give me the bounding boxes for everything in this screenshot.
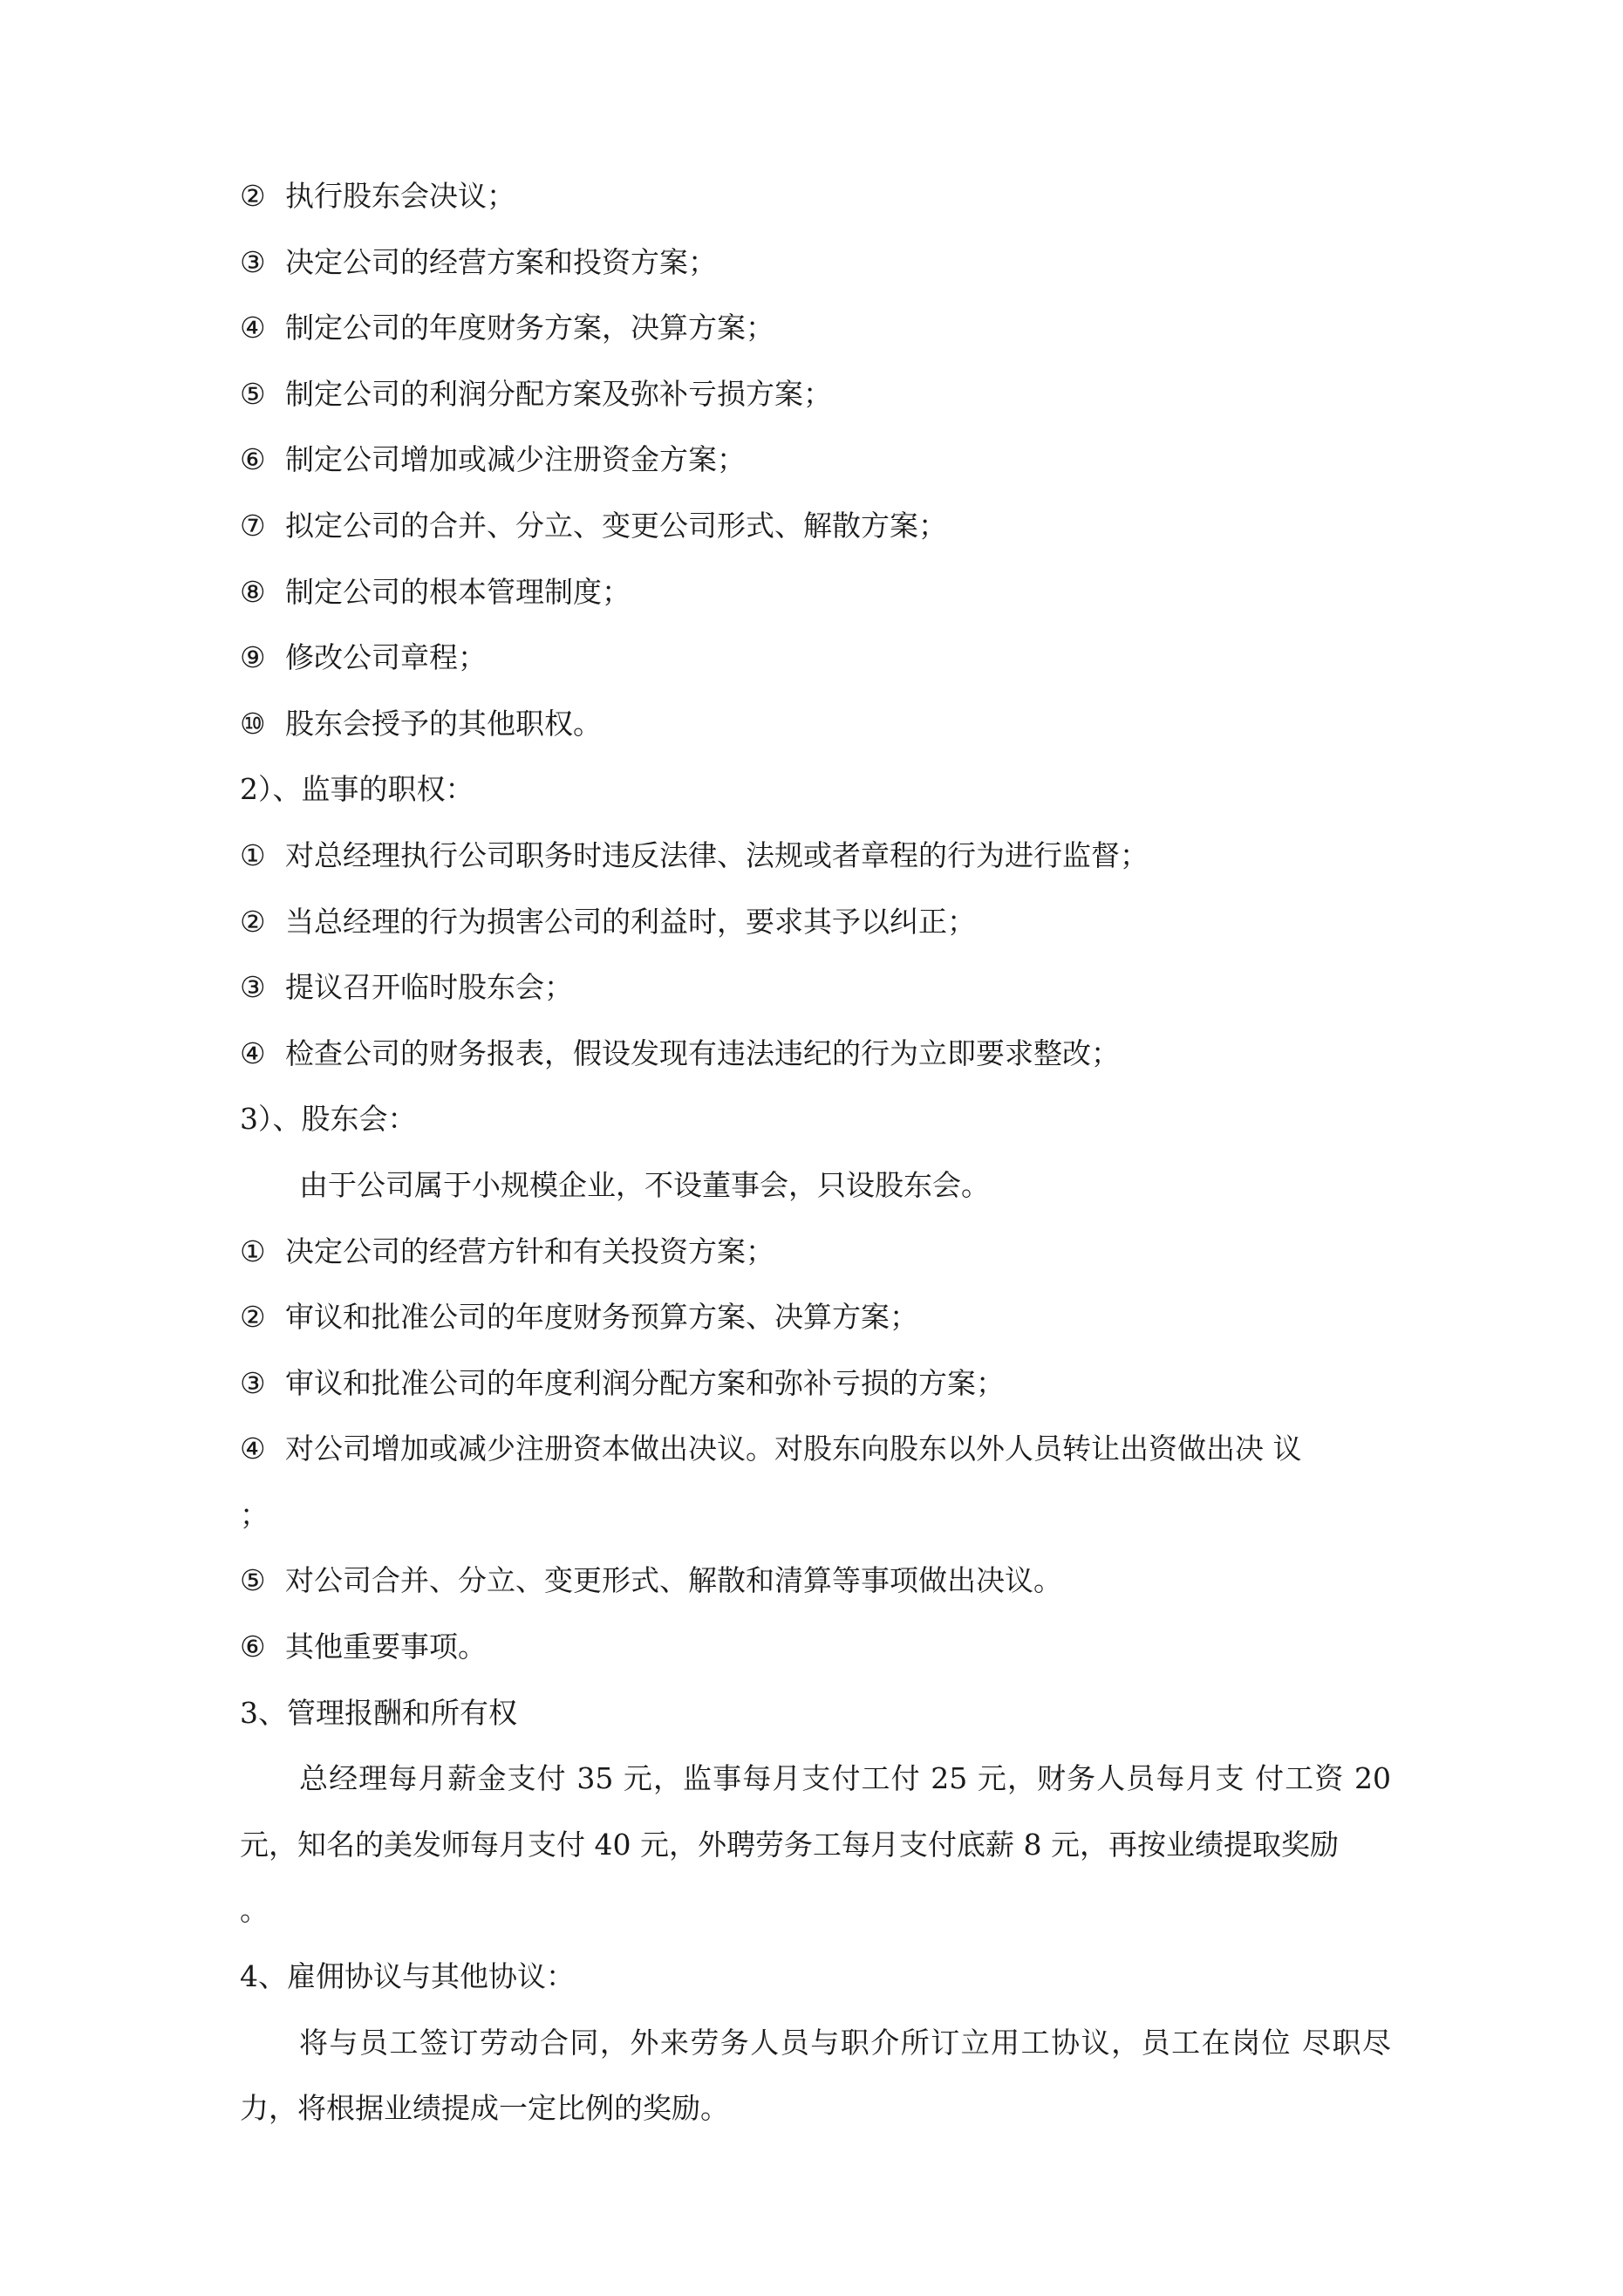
section-heading: 3）、股东会： [240,1102,417,1137]
list-item [240,442,1391,477]
list-item [240,1366,1391,1401]
list-item [240,1630,1391,1664]
list-item-text: 对公司增加或减少注册资本做出决议。对股东向股东以外人员转让出资做出决 议 [285,1432,1302,1466]
body-paragraph: 将与员工签订劳动合同，外来劳务人员与职介所订立用工协议，员工在岗位 尽职尽力，将根据业绩提成一定比例的奖励。 [240,2025,1391,2126]
list-marker: ④ [240,1035,266,1070]
list-item-text: 决定公司的经营方针和有关投资方案； [285,1233,774,1268]
list-item-text: 股东会授予的其他职权。 [285,706,602,741]
list-item-text: 执行股东会决议； [285,179,515,213]
list-item [240,905,1391,940]
list-item-text: 对总经理执行公司职务时违反法律、法规或者章程的行为进行监督； [285,837,1149,872]
list-item-text: 拟定公司的合并、分立、变更公司形式、解散方案； [285,508,947,543]
list-item-text: 制定公司的利润分配方案及弥补亏损方案； [285,376,832,411]
list-marker: ② [240,1300,266,1335]
list-item-text: 提议召开临时股东会； [285,970,573,1005]
list-item [240,179,1391,214]
list-item-text: 其他重要事项。 [285,1630,487,1664]
list-item-text: 制定公司增加或减少注册资金方案； [285,442,746,477]
list-item [240,1036,1391,1071]
list-item [240,1563,1391,1598]
list-marker: ⑩ [240,706,266,741]
list-marker: ⑥ [240,442,266,477]
list-item [240,838,1391,873]
list-item [240,1234,1391,1269]
list-item [240,1432,1391,1466]
list-item-text: 修改公司章程； [285,640,487,675]
list-item [240,245,1391,280]
list-item-text: 制定公司的根本管理制度； [285,574,631,609]
list-marker: ⑦ [240,508,266,543]
section-heading: 2）、监事的职权： [240,772,474,807]
list-marker: ③ [240,1365,266,1400]
list-marker: ① [240,1233,266,1268]
list-marker: ⑧ [240,574,266,609]
list-marker: ① [240,837,266,872]
body-paragraph: 总经理每月薪金支付 35 元，监事每月支付工付 25 元，财务人员每月支 付工资 20 元，知名的美发师每月支付 40 元，外聘劳务工每月支付底薪 8 元，再按业绩提取奖励 [240,1761,1391,1862]
section-heading: 3、管理报酬和所有权 [240,1695,517,1730]
list-marker: ③ [240,244,266,279]
list-marker: ② [240,904,266,939]
list-item-continuation: ； [240,1497,269,1532]
list-marker: ⑨ [240,640,266,675]
list-item-text: 决定公司的经营方案和投资方案； [285,244,717,279]
list-item [240,970,1391,1005]
list-marker: ⑥ [240,1630,266,1664]
list-item-text: 审议和批准公司的年度利润分配方案和弥补亏损的方案； [285,1365,1005,1400]
body-paragraph: 由于公司属于小规模企业，不设董事会，只设股东会。 [299,1167,990,1202]
paragraph-continuation: 。 [240,1893,269,1928]
list-marker: ⑤ [240,376,266,411]
list-item-text: 审议和批准公司的年度财务预算方案、决算方案； [285,1300,918,1335]
list-item-text: 制定公司的年度财务方案，决算方案； [285,311,774,345]
list-item [240,575,1391,610]
list-marker: ④ [240,1432,266,1466]
list-marker: ③ [240,970,266,1005]
list-marker: ② [240,179,266,213]
list-marker: ⑤ [240,1563,266,1598]
document-page [240,179,1391,2157]
list-item [240,377,1391,412]
list-item-text: 当总经理的行为损害公司的利益时，要求其予以纠正； [285,904,976,939]
list-item [240,509,1391,543]
list-item-text: 检查公司的财务报表，假设发现有违法违纪的行为立即要求整改； [285,1035,1120,1070]
section-heading: 4、雇佣协议与其他协议： [240,1959,575,1994]
list-item [240,707,1391,741]
list-marker: ④ [240,311,266,345]
list-item [240,311,1391,345]
list-item [240,1300,1391,1335]
list-item [240,640,1391,675]
list-item-text: 对公司合并、分立、变更形式、解散和清算等事项做出决议。 [285,1563,1062,1598]
